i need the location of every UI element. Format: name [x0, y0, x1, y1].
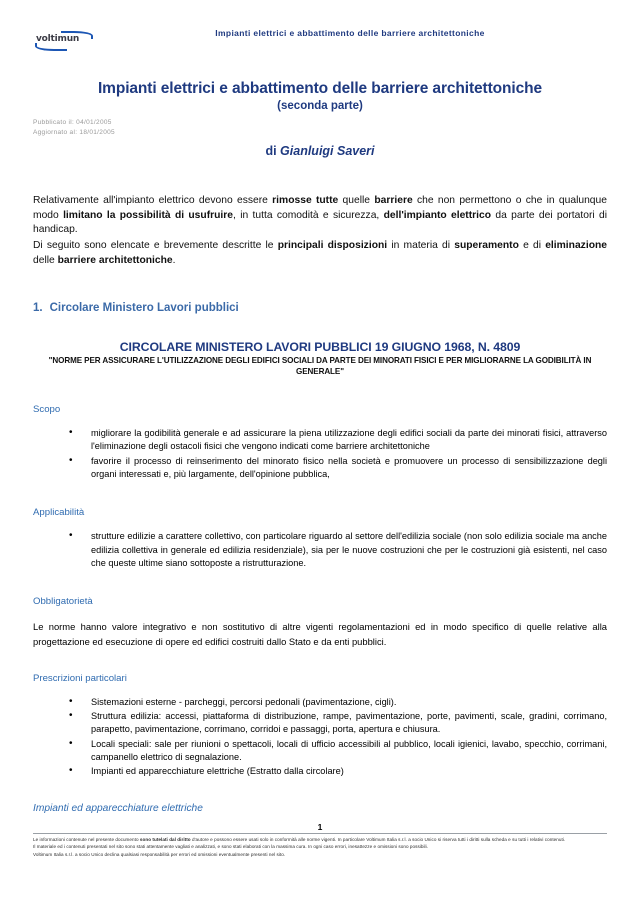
list-item: • strutture edilizie a carattere collettivo, con particolare riguardo al settore dell'edilizia sociale (non solo edilizia sociale ma anche edilizia collettiva in generale ed edilizia residenziale), sia per le nuove costruzioni che per le costruzioni già esistenti, nel caso che queste ultime siano sottoposte a ristrutturazione. — [69, 530, 607, 570]
author-prefix: di — [265, 144, 281, 159]
intro-text: che non permettono o che in qualunque modo — [33, 195, 607, 221]
section-label: Circolare Ministero Lavori pubblici — [49, 302, 239, 315]
subheading-prescrizioni: Prescrizioni particolari — [33, 672, 127, 684]
prescrizioni-list — [33, 696, 607, 779]
published-date: Pubblicato il: 04/01/2005 — [33, 119, 112, 126]
subheading-scopo: Scopo — [33, 404, 61, 416]
intro-text: e di — [518, 239, 546, 251]
intro-text: Relativamente all'impianto elettrico devono essere — [33, 195, 273, 207]
legal-line-2: Il materiale ed i contenuti presentati nel sito sono stati attentamente vagliati e analizzati, e sono stati elaborati con la massima cura. In ogni caso errori, inesattezze e omissioni sono possibili. — [33, 844, 429, 850]
subheading-applicabilita: Applicabilità — [33, 507, 85, 519]
intro-text: quelle — [338, 195, 375, 207]
author-line — [33, 144, 607, 158]
list-item: • Sistemazioni esterne - parcheggi, percorsi pedonali (pavimentazione, cigli). — [69, 696, 607, 709]
updated-date: Aggiornato al: 18/01/2005 — [33, 129, 115, 137]
intro-bold: rimosse tutte — [272, 195, 339, 207]
legal-line-1 — [33, 836, 607, 843]
intro-bold: principali disposizioni — [277, 239, 388, 251]
legal-bold: sono tutelati dal diritto — [139, 837, 191, 842]
scopo-list — [33, 427, 607, 481]
logo-wordmark: voltimun — [36, 34, 80, 44]
list-item: • migliorare la godibilità generale e ad assicurare la piena utilizzazione degli edifici sociali da parte dei minorati fisici, attraverso l'eliminazione degli ostacoli fisici che vengono indicati come barriere architettoniche — [69, 427, 607, 454]
list-item: • favorire il processo di reinserimento del minorato fisico nella società e promuovere un processo di sensibilizzazione degli organi interessati e, più largamente, dell'opinione pubblica, — [69, 455, 607, 482]
author-name: Gianluigi Saveri — [280, 144, 375, 159]
intro-text: . — [172, 254, 176, 266]
intro-bold: barriere architettoniche — [57, 254, 173, 266]
intro-text: da parte dei portatori di handicap. — [33, 209, 608, 236]
voltimum-logo — [33, 30, 95, 50]
publication-meta — [33, 118, 607, 138]
intro-bold: dell'impianto elettrico — [383, 209, 492, 221]
intro-bold: superamento — [454, 239, 519, 251]
legal-text: Le informazioni contenute nel presente documento — [33, 837, 140, 842]
circular-title: CIRCOLARE MINISTERO LAVORI PUBBLICI 19 GIUGNO 1968, N. 4809 — [119, 340, 521, 355]
page-title: Impianti elettrici e abbattimento delle barriere architettoniche — [97, 80, 543, 97]
intro-paragraphs — [33, 194, 607, 268]
logo-swoosh-bottom-icon — [35, 43, 67, 51]
intro-text: Di seguito sono elencate e brevemente descritte le — [33, 239, 278, 251]
list-item: • Struttura edilizia: accessi, piattaforma di distribuzione, rampe, pavimentazione, porte, pavimenti, scale, gradini, corrimano, parapetto, pavimentazione, corrimano, corridoi e passaggi, porta, apertura e chiusura. — [69, 710, 607, 737]
intro-bold: eliminazione — [545, 239, 607, 251]
intro-paragraph-1 — [33, 194, 607, 238]
page-subtitle: (seconda parte) — [277, 100, 363, 112]
intro-text: delle — [33, 254, 58, 266]
legal-line-3: Voltimum Italia s.r.l. a socio Unico declina qualsiasi responsabilità per errori ed omissioni eventualmente presenti nel sito. — [33, 851, 286, 857]
section-number: 1. — [33, 302, 43, 315]
section-heading-1 — [33, 302, 607, 314]
intro-bold: barriere — [374, 195, 413, 207]
legal-text: d'autore e possono essere usati solo in conformità alle norme vigenti. In particolare Voltimum Italia s.r.l. a socio Unico si riserva tutti i diritti sulla scheda e su tutti i relativi contenuti. — [190, 837, 566, 842]
subheading-obbligatorieta: Obbligatorietà — [33, 596, 93, 608]
document-header — [33, 0, 607, 66]
intro-bold: limitano la possibilità di usufruire — [63, 209, 234, 221]
closing-note: Impianti ed apparecchiature elettriche — [33, 802, 203, 814]
applicabilita-list — [33, 530, 607, 570]
circular-subtitle: "NORME PER ASSICURARE L'UTILIZZAZIONE DEGLI EDIFICI SOCIALI DA PARTE DEI MINORATI FISICI E PER MIGLIORARNE LA GODIBILITÀ IN GENERALE" — [48, 356, 592, 377]
list-item: • Impianti ed apparecchiature elettriche (Estratto dalla circolare) — [69, 765, 607, 778]
intro-paragraph-2 — [33, 239, 607, 268]
page-number: 1 — [317, 822, 323, 832]
intro-text: , in tutta comodità e sicurezza, — [233, 209, 384, 221]
obbligatorieta-text: Le norme hanno valore integrativo e non sostitutivo di altre vigenti regolamentazioni ed in modo specifico di quelle relative alla progettazione ed esecuzione di opere ed edifici costruiti dallo Stato e da enti pubblici. — [33, 621, 607, 647]
list-item: • Locali speciali: sale per riunioni o spettacoli, locali di ufficio accessibili al pubblico, locali igienici, lavabo, specchio, corrimani, campanello elettrico di segnalazione. — [69, 738, 607, 765]
footer-legal-text — [33, 836, 607, 858]
running-header-title: Impianti elettrici e abbattimento delle barriere architettoniche — [215, 28, 485, 38]
intro-text: in materia di — [387, 239, 455, 251]
footer-divider — [33, 833, 607, 834]
